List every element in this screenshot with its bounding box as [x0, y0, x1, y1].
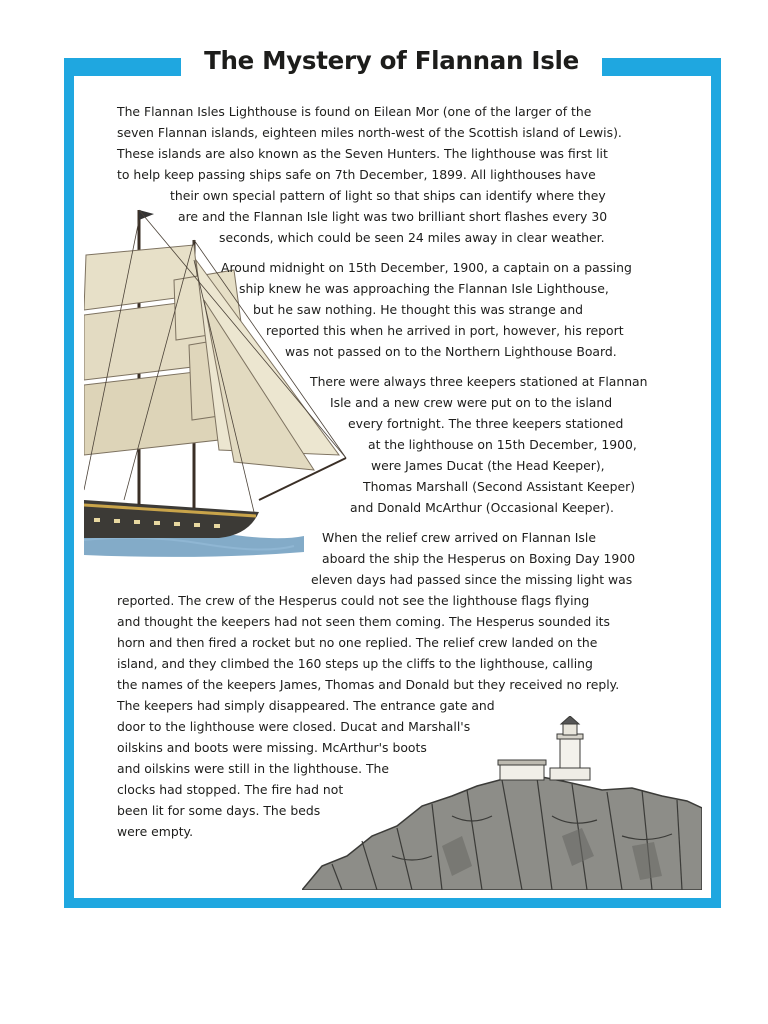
text-line: clocks had stopped. The fire had not — [117, 782, 344, 797]
text-line: are and the Flannan Isle light was two brilliant short flashes every 30 — [178, 209, 608, 224]
text-line: to help keep passing ships safe on 7th December, 1899. All lighthouses have — [117, 167, 596, 182]
text-line: and oilskins were still in the lighthouse. The — [117, 761, 390, 776]
text-line: their own special pattern of light so that ships can identify where they — [170, 188, 606, 203]
text-line: When the relief crew arrived on Flannan Isle — [322, 530, 596, 545]
text-line: eleven days had passed since the missing light was — [311, 572, 633, 587]
text-line: door to the lighthouse were closed. Ducat and Marshall's — [117, 719, 471, 734]
text-line: Thomas Marshall (Second Assistant Keeper) — [363, 479, 636, 494]
text-line: The Flannan Isles Lighthouse is found on Eilean Mor (one of the larger of the — [117, 104, 592, 119]
text-line: horn and then fired a rocket but no one replied. The relief crew landed on the — [117, 635, 598, 650]
text-line: and Donald McArthur (Occasional Keeper). — [350, 500, 614, 515]
text-line: aboard the ship the Hesperus on Boxing Day 1900 — [322, 551, 636, 566]
text-line: were empty. — [117, 824, 194, 839]
text-line: but he saw nothing. He thought this was strange and — [253, 302, 584, 317]
text-line: the names of the keepers James, Thomas and Donald but they received no reply. — [117, 677, 620, 692]
text-line: seconds, which could be seen 24 miles away in clear weather. — [219, 230, 605, 245]
text-line: was not passed on to the Northern Lighthouse Board. — [285, 344, 617, 359]
text-line: every fortnight. The three keepers stationed — [348, 416, 624, 431]
text-line: There were always three keepers stationed at Flannan — [310, 374, 648, 389]
text-line: at the lighthouse on 15th December, 1900, — [368, 437, 637, 452]
text-line: These islands are also known as the Seven Hunters. The lighthouse was first lit — [117, 146, 608, 161]
text-line: reported. The crew of the Hesperus could not see the lighthouse flags flying — [117, 593, 590, 608]
text-line: reported this when he arrived in port, however, his report — [266, 323, 624, 338]
text-line: seven Flannan islands, eighteen miles north-west of the Scottish island of Lewis). — [117, 125, 622, 140]
text-line: and thought the keepers had not seen them coming. The Hesperus sounded its — [117, 614, 610, 629]
text-line: been lit for some days. The beds — [117, 803, 321, 818]
text-line: Isle and a new crew were put on to the island — [330, 395, 613, 410]
text-line: The keepers had simply disappeared. The entrance gate and — [117, 698, 495, 713]
text-line: ship knew he was approaching the Flannan Isle Lighthouse, — [239, 281, 609, 296]
text-line: island, and they climbed the 160 steps up the cliffs to the lighthouse, calling — [117, 656, 593, 671]
page-title: The Mystery of Flannan Isle — [204, 46, 579, 75]
text-line: were James Ducat (the Head Keeper), — [371, 458, 605, 473]
text-line: Around midnight on 15th December, 1900, a captain on a passing — [221, 260, 632, 275]
text-line: oilskins and boots were missing. McArthur's boots — [117, 740, 427, 755]
